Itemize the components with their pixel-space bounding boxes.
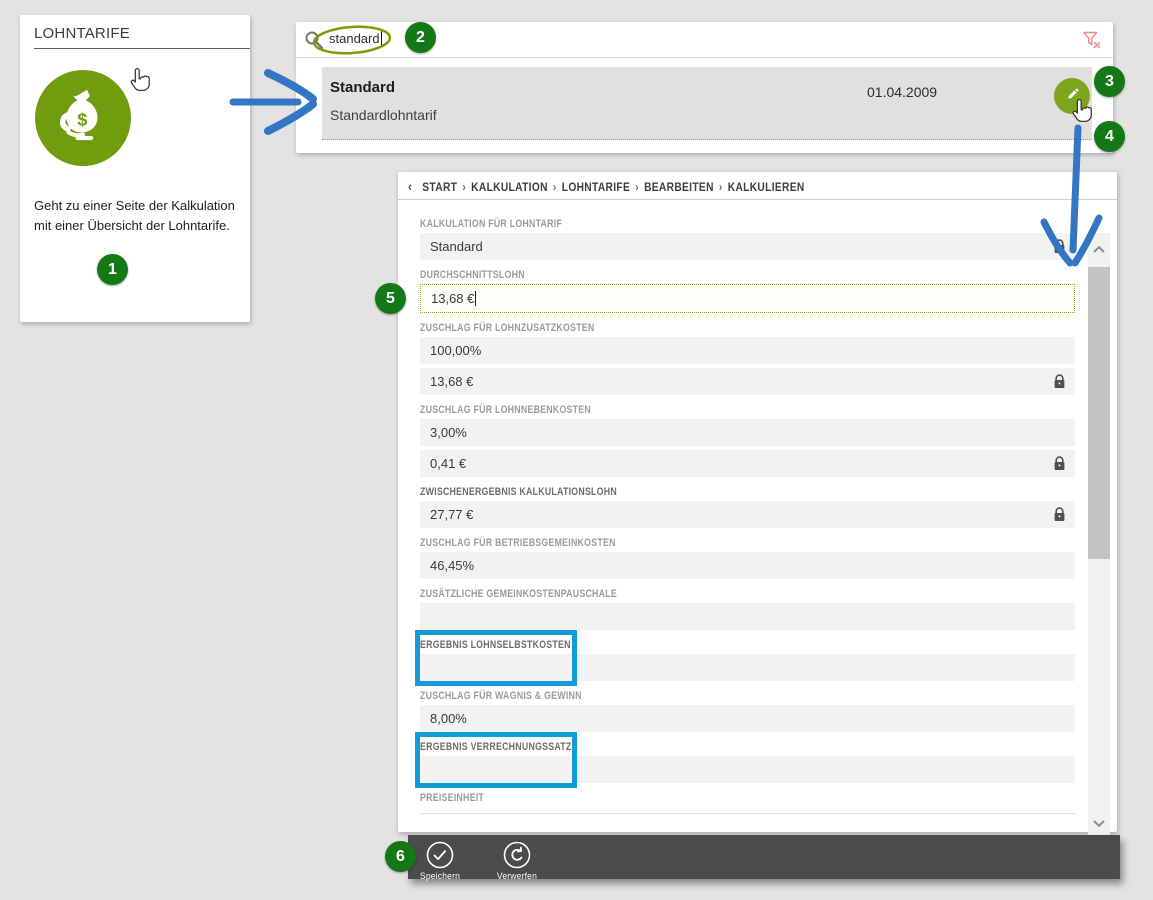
annotation-badge-2: 2 <box>405 22 436 53</box>
form-content <box>386 200 1117 831</box>
search-icon <box>304 30 324 55</box>
field-group-lohntarif <box>420 218 1075 260</box>
edit-button[interactable] <box>1054 78 1090 114</box>
field-label: ZUSCHLAG FÜR LOHNZUSATZKOSTEN <box>420 322 595 334</box>
result-description: Standardlohntarif <box>330 107 437 123</box>
annotation-badge-1: 1 <box>97 254 128 285</box>
field-label: ZUSCHLAG FÜR BETRIEBSGEMEINKOSTEN <box>420 537 616 549</box>
field-value: 3,00% <box>430 425 467 440</box>
lohntarife-tile-button[interactable] <box>35 70 131 166</box>
field-label: ZUSÄTZLICHE GEMEINKOSTENPAUSCHALE <box>420 588 617 600</box>
search-query-text: standard <box>329 31 380 46</box>
field-group-durchschnittslohn <box>386 269 1075 313</box>
result-date: 01.04.2009 <box>867 84 938 100</box>
field-value: 0,41 € <box>430 456 467 471</box>
lohnselbstkosten-field <box>420 654 1075 681</box>
breadcrumb-item-kalkulation[interactable]: KALKULATION <box>471 180 548 194</box>
text-caret <box>475 291 476 306</box>
field-value: 27,77 € <box>430 507 474 522</box>
money-bag-icon <box>50 83 116 154</box>
card-title: LOHNTARIFE <box>34 25 130 42</box>
wagnis-gewinn-input[interactable] <box>420 705 1075 732</box>
field-label: PREISEINHEIT <box>420 792 485 804</box>
breadcrumb-separator: › <box>462 180 467 194</box>
breadcrumb-item-start[interactable]: START <box>422 180 458 194</box>
breadcrumb <box>398 172 1117 200</box>
field-group-gemeinkostenpauschale <box>420 588 1075 630</box>
field-group-lohnselbstkosten <box>420 639 1075 681</box>
hand-pointer-icon <box>128 67 154 97</box>
annotation-badge-4: 4 <box>1094 121 1125 152</box>
field-value: 46,45% <box>430 558 475 573</box>
scroll-down-icon[interactable] <box>1092 819 1106 828</box>
kalkulieren-panel <box>386 172 1117 832</box>
card-description: Geht zu einer Seite der Kalkulation mit einer Übersicht der Lohntarife. <box>34 198 235 234</box>
preiseinheit-field-edge <box>420 813 1075 814</box>
field-group-zwischenergebnis <box>420 486 1075 528</box>
lock-icon <box>1053 507 1066 522</box>
field-value: Standard <box>430 239 483 254</box>
field-label: ZUSCHLAG FÜR WAGNIS & GEWINN <box>420 690 582 702</box>
lock-icon <box>1053 456 1066 471</box>
lohnnebenkosten-betrag-field <box>420 450 1075 477</box>
annotation-badge-5: 5 <box>375 283 406 314</box>
annotation-badge-3: 3 <box>1094 66 1125 97</box>
undo-circle-icon <box>485 840 549 870</box>
field-value: 8,00% <box>430 711 467 726</box>
field-group-wagnis-gewinn <box>420 690 1075 732</box>
breadcrumb-back-icon[interactable]: ‹ <box>408 178 413 194</box>
scrollbar-thumb[interactable] <box>1088 267 1110 559</box>
action-toolbar <box>408 835 1120 882</box>
field-group-preiseinheit <box>420 792 1075 814</box>
breadcrumb-separator: › <box>635 180 639 194</box>
field-label: ERGEBNIS VERRECHNUNGSSATZ <box>420 741 572 753</box>
field-label: ZWISCHENERGEBNIS KALKULATIONSLOHN <box>420 486 617 498</box>
lohnnebenkosten-prozent-input[interactable] <box>420 419 1075 446</box>
betriebsgemeinkosten-input[interactable] <box>420 552 1075 579</box>
discard-button-label: Verwerfen <box>496 871 538 882</box>
lock-icon <box>1053 239 1066 254</box>
field-group-betriebsgemeinkosten <box>420 537 1075 579</box>
lock-icon <box>1053 374 1066 389</box>
lohnzusatzkosten-betrag-field <box>420 368 1075 395</box>
field-label: DURCHSCHNITTSLOHN <box>420 269 525 281</box>
annotation-badge-6: 6 <box>385 841 416 872</box>
field-label: ZUSCHLAG FÜR LOHNNEBENKOSTEN <box>420 404 591 416</box>
field-value: 13,68 € <box>430 374 474 389</box>
zwischenergebnis-field <box>420 501 1075 528</box>
result-name: Standard <box>330 79 396 96</box>
field-group-lohnnebenkosten <box>420 404 1075 477</box>
field-group-lohnzusatzkosten <box>420 322 1075 395</box>
vertical-scrollbar[interactable] <box>1088 233 1110 838</box>
breadcrumb-item-bearbeiten[interactable]: BEARBEITEN <box>644 180 714 194</box>
pencil-icon <box>1064 86 1081 106</box>
result-row-standard[interactable] <box>322 67 1092 140</box>
breadcrumb-item-lohntarife[interactable]: LOHNTARIFE <box>561 180 631 194</box>
svg-text:$: $ <box>77 109 88 130</box>
save-button-label: Speichern <box>419 871 461 882</box>
gemeinkostenpauschale-input[interactable] <box>420 603 1075 630</box>
durchschnittslohn-input[interactable] <box>386 284 1075 313</box>
field-label: KALKULATION FÜR LOHNTARIF <box>420 218 563 230</box>
field-group-verrechnungssatz <box>420 741 1075 783</box>
lohntarif-field <box>420 233 1075 260</box>
breadcrumb-separator: › <box>552 180 557 194</box>
lohntarife-card <box>20 15 250 322</box>
discard-button[interactable] <box>485 840 549 882</box>
check-circle-icon <box>408 840 472 870</box>
breadcrumb-item-kalkulieren[interactable]: KALKULIEREN <box>727 180 805 194</box>
field-label: ERGEBNIS LOHNSELBSTKOSTEN <box>420 639 571 651</box>
breadcrumb-separator: › <box>718 180 723 194</box>
card-divider <box>34 48 250 49</box>
text-caret <box>381 31 382 46</box>
search-input[interactable] <box>329 31 382 46</box>
save-button[interactable] <box>408 840 472 882</box>
lohnzusatzkosten-prozent-input[interactable] <box>420 337 1075 364</box>
scroll-up-icon[interactable] <box>1092 245 1106 254</box>
verrechnungssatz-field <box>420 756 1075 783</box>
field-value: 13,68 € <box>431 291 475 306</box>
filter-clear-icon[interactable] <box>1081 29 1103 56</box>
field-value: 100,00% <box>430 343 482 358</box>
